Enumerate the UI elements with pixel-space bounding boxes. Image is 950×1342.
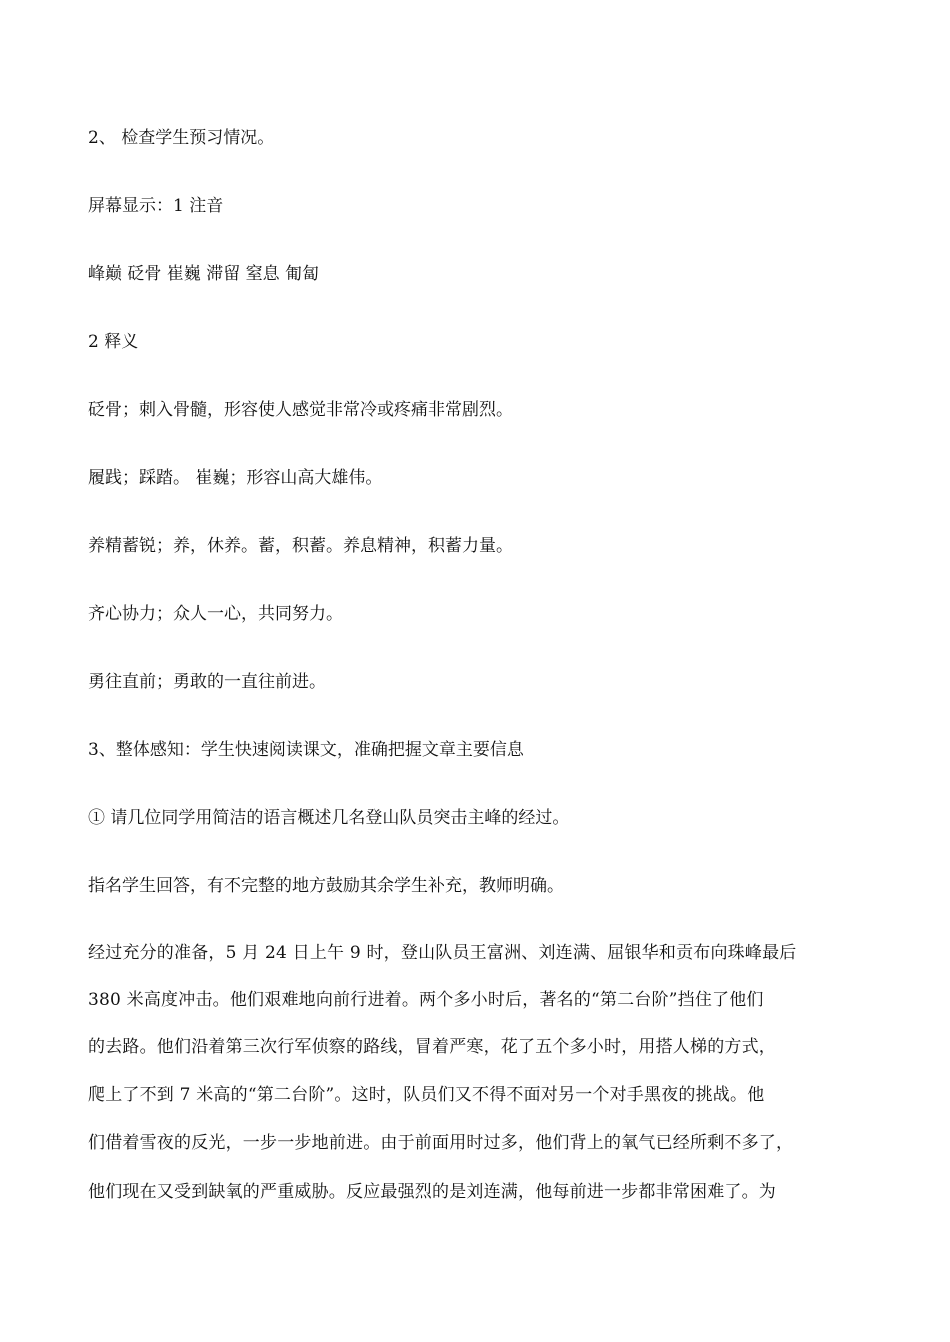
section-check-preview: 2、 检查学生预习情况。 bbox=[88, 128, 275, 148]
paragraph-line: 经过充分的准备，5 月 24 日上午 9 时，登山队员王富洲、刘连满、屈银华和贡布向珠峰最后 bbox=[88, 943, 797, 963]
paragraph-line: 们借着雪夜的反光，一步一步地前进。由于前面用时过多，他们背上的氧气已经所剩不多了， bbox=[88, 1133, 794, 1153]
definition-bian-gu: 砭骨；刺入骨髓，形容使人感觉非常冷或疼痛非常剧烈。 bbox=[88, 400, 513, 420]
screen-display-pinyin: 屏幕显示：1 注音 bbox=[88, 196, 224, 216]
paragraph-line: 他们现在又受到缺氧的严重威胁。反应最强烈的是刘连满，他每前进一步都非常困难了。为 bbox=[88, 1182, 776, 1202]
definition-yang-jing-xu-rui: 养精蓄锐；养，休养。蓄，积蓄。养息精神，积蓄力量。 bbox=[88, 536, 513, 556]
vocabulary-words: 峰巅 砭骨 崔巍 滞留 窒息 匍匐 bbox=[88, 264, 320, 284]
teacher-instruction: 指名学生回答，有不完整的地方鼓励其余学生补充，教师明确。 bbox=[88, 876, 564, 896]
definitions-heading: 2 释义 bbox=[88, 332, 139, 352]
definition-yong-wang-zhi-qian: 勇往直前；勇敢的一直往前进。 bbox=[88, 672, 326, 692]
paragraph-line: 爬上了不到 7 米高的“第二台阶”。这时，队员们又不得不面对另一个对手黑夜的挑战。他 bbox=[88, 1085, 765, 1105]
definition-qi-xin-xie-li: 齐心协力；众人一心，共同努力。 bbox=[88, 604, 343, 624]
paragraph-line: 380 米高度冲击。他们艰难地向前行进着。两个多小时后，著名的“第二台阶”挡住了他们 bbox=[88, 990, 764, 1010]
question-one: ① 请几位同学用简洁的语言概述几名登山队员突击主峰的经过。 bbox=[88, 808, 570, 828]
definition-lv-jian-cui-wei: 履践；踩踏。 崔巍；形容山高大雄伟。 bbox=[88, 468, 383, 488]
paragraph-line: 的去路。他们沿着第三次行军侦察的路线，冒着严寒，花了五个多小时，用搭人梯的方式， bbox=[88, 1037, 776, 1057]
section-overall-perception: 3、整体感知：学生快速阅读课文，准确把握文章主要信息 bbox=[88, 740, 524, 760]
